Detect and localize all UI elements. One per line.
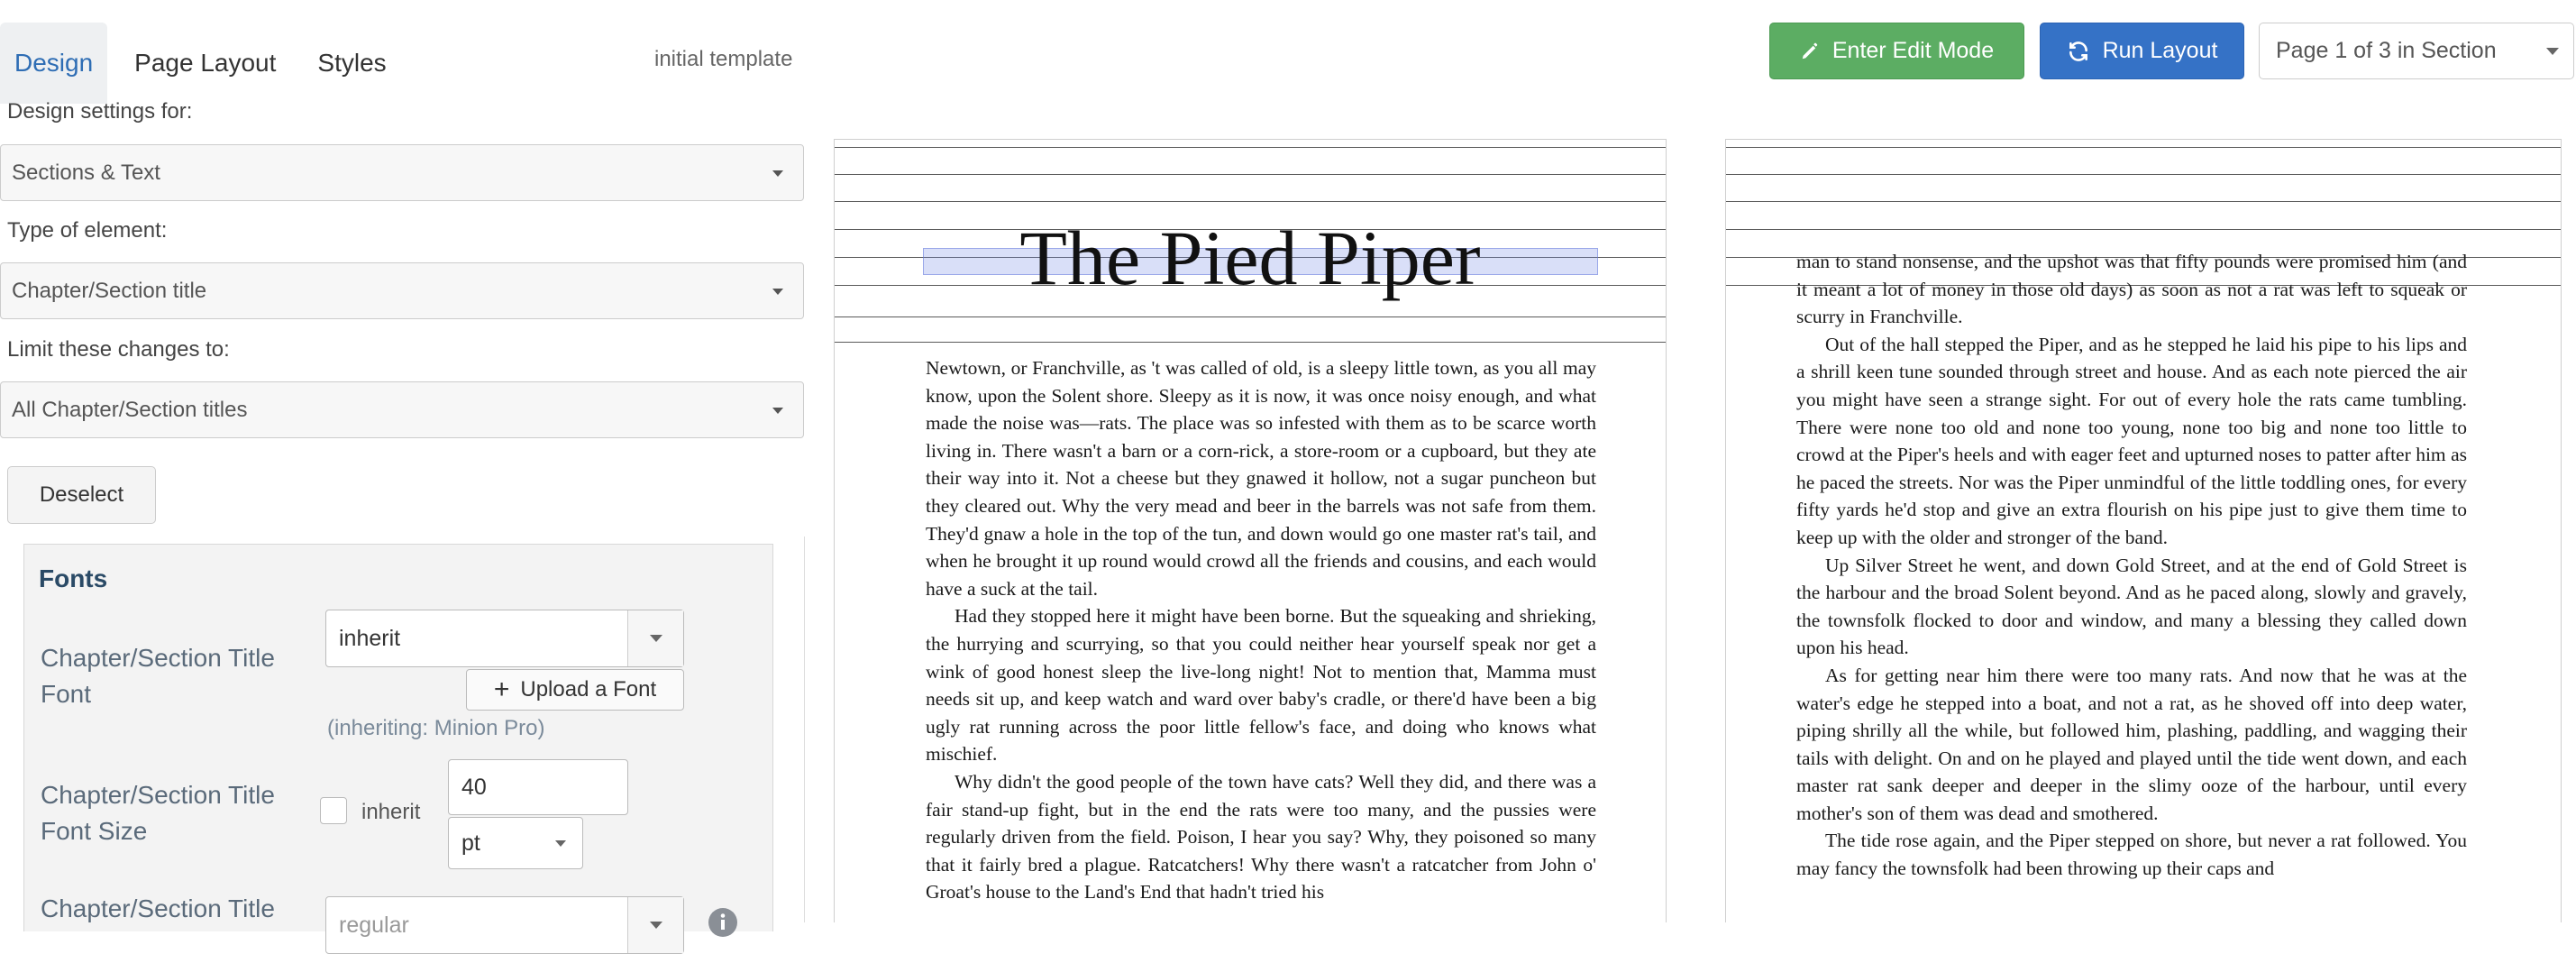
- deselect-button[interactable]: Deselect: [7, 466, 156, 524]
- paragraph: man to stand nonsense, and the upshot was that fifty pounds were promised him (and it meant a lot of money in those old days) as soon as not a rat was left to squeak or scurry in Franchville.: [1796, 251, 2467, 328]
- baseline-rule: [1726, 201, 2561, 202]
- paragraph: Up Silver Street he went, and down Gold Street, and at the end of Gold Street is the harbour and the broad Solent beyond. And as he paced along, slowly and gravely, the townsfolk flocked to door and window, and many a blessing they called down upon his head.: [1796, 554, 2467, 659]
- tab-styles[interactable]: Styles: [317, 49, 387, 77]
- document-page-1[interactable]: [834, 139, 1667, 922]
- run-layout-button[interactable]: [2040, 23, 2244, 79]
- paragraph: Newtown, or Franchville, as 't was called of old, is a sleepy little town, as you all may know, upon the Solent shore. Sleepy as it is now, it was once noisy enough, and what made the noise was—rats. The place was so infested with them as to be scarce worth living in. There wasn't a barn or a corn-rick, a store-room or a cupboard, but they ate their way into it. Not a cheese but they gnawed it hollow, not a sugar puncheon but they cleared out. Why the very mead and beer in the barrels was not safe from them. They'd gnaw a hole in the top of the tun, and down would go one master rat's tail, and when he brought it up round would crowd all the friends and cousins, and each would have a suck at the tail.: [926, 357, 1596, 600]
- baseline-rule: [1726, 147, 2561, 148]
- element-type-value: Chapter/Section title: [12, 278, 207, 303]
- paragraph: Why didn't the good people of the town have cats? Well they did, and there was a fair stand-up fight, but in the end the rats were too many, and the pussies were regularly driven from the field. Poison, I hear you say? Why, they poisoned so many that it fairly bred a plague. Ratcatchers! Why there wasn't a ratcatcher from John o' Groat's house to the Land's End that hadn't tried his: [926, 770, 1596, 904]
- chevron-down-icon: [555, 840, 566, 847]
- font-weight-select[interactable]: [325, 896, 684, 954]
- enter-edit-mode-label: Enter Edit Mode: [1832, 38, 1995, 63]
- paragraph: Out of the hall stepped the Piper, and as he stepped he laid his pipe to his lips and a shrill keen tune sounded through street and house. And as each note pierced the air you might have seen a strange sight. For out of every hole the rats came tumbling. There were none too old and none too young, none too big and none too little to crowd at the Piper's heels and with eager feet and upturned noses to patter after him as he paced the streets. Nor was the Piper unmindful of the little toddling ones, for every fifty yards he'd stop and give an extra flourish on his pipe just to give them time to keep up with the older and stronger of the band.: [1796, 333, 2467, 548]
- chevron-down-icon[interactable]: [627, 610, 683, 666]
- page-2-body-text: [1796, 248, 2467, 883]
- baseline-rule: [1726, 174, 2561, 175]
- page-1-body-text: [926, 354, 1596, 906]
- element-type-label: Type of element:: [7, 218, 168, 243]
- tab-page-layout[interactable]: Page Layout: [134, 49, 277, 77]
- design-settings-panel: [0, 90, 804, 938]
- enter-edit-mode-button[interactable]: [1769, 23, 2024, 79]
- tab-design[interactable]: Design: [0, 23, 107, 104]
- font-size-input[interactable]: [448, 759, 628, 815]
- title-font-select[interactable]: [325, 610, 684, 667]
- chevron-down-icon[interactable]: [627, 897, 683, 953]
- chapter-title[interactable]: The Pied Piper: [1019, 215, 1481, 301]
- page-select[interactable]: [2259, 23, 2574, 79]
- fonts-section-title: Fonts: [39, 564, 108, 592]
- paragraph: Had they stopped here it might have been borne. But the squeaking and shrieking, the hurrying and scurrying, so that you could neither hear yourself speak nor get a wink of good honest sleep the live-long night! Not to mention that, Mamma must needs sit up, and keep watch and ward over baby's cradle, or there'd have been a big ugly rat running across the poor little fellow's face, and doing who knows what mischief.: [926, 605, 1596, 766]
- design-settings-select[interactable]: [0, 144, 804, 201]
- title-font-label: Chapter/Section Title Font: [41, 644, 275, 708]
- limit-changes-value: All Chapter/Section titles: [12, 397, 248, 422]
- chevron-down-icon: [772, 408, 783, 414]
- chevron-down-icon: [2546, 48, 2559, 55]
- pencil-icon: [1800, 41, 1820, 61]
- font-weight-value: regular: [339, 912, 409, 938]
- baseline-rule: [1726, 229, 2561, 230]
- panel-divider: [804, 537, 805, 922]
- upload-font-label: Upload a Font: [520, 677, 657, 702]
- element-type-select[interactable]: [0, 262, 804, 319]
- font-size-value: 40: [461, 774, 487, 800]
- design-settings-value: Sections & Text: [12, 160, 160, 185]
- info-icon[interactable]: [708, 907, 738, 938]
- font-size-unit-select[interactable]: [448, 817, 583, 869]
- baseline-rule: [835, 174, 1666, 175]
- inherit-size-checkbox[interactable]: [320, 797, 347, 824]
- paragraph: As for getting near him there were too many rats. And now that he was at the water's edge he stepped into a boat, and not a rat, as he shoved off into deep water, piping shrilly all the while, but followed him, plashing, paddling, and wagging their tails with delight. On and on he played and played until the tide went down, and each master rat sank deeper and deeper in the slimy ooze of the harbour, until every mother's son of them was dead and smothered.: [1796, 664, 2467, 824]
- baseline-rule: [835, 316, 1666, 317]
- baseline-rule: [835, 147, 1666, 148]
- chevron-down-icon: [772, 170, 783, 177]
- title-font-value: inherit: [339, 625, 401, 651]
- limit-changes-label: Limit these changes to:: [7, 337, 230, 362]
- title-font-size-label: Chapter/Section Title Font Size: [41, 781, 275, 845]
- chevron-down-icon: [772, 289, 783, 295]
- font-size-unit-value: pt: [461, 830, 480, 856]
- limit-changes-select[interactable]: [0, 381, 804, 438]
- template-name: initial template: [654, 47, 793, 71]
- design-settings-label: Design settings for:: [7, 99, 193, 124]
- baseline-rule: [835, 201, 1666, 202]
- title-font-weight-label: Chapter/Section Title: [41, 894, 275, 922]
- refresh-icon: [2067, 40, 2090, 63]
- inherit-size-label: inherit: [361, 800, 421, 824]
- paragraph: The tide rose again, and the Piper stepped on shore, but never a rat followed. You may fancy the townsfolk had been throwing up their caps and: [1796, 830, 2467, 880]
- upload-font-button[interactable]: [466, 669, 684, 711]
- plus-icon: +: [493, 674, 510, 704]
- inheriting-font-note: (inheriting: Minion Pro): [327, 716, 545, 740]
- run-layout-label: Run Layout: [2102, 38, 2218, 63]
- baseline-rule: [835, 342, 1666, 343]
- document-page-2[interactable]: [1725, 139, 2562, 922]
- fonts-section: [23, 544, 773, 938]
- page-select-value: Page 1 of 3 in Section: [2276, 38, 2497, 63]
